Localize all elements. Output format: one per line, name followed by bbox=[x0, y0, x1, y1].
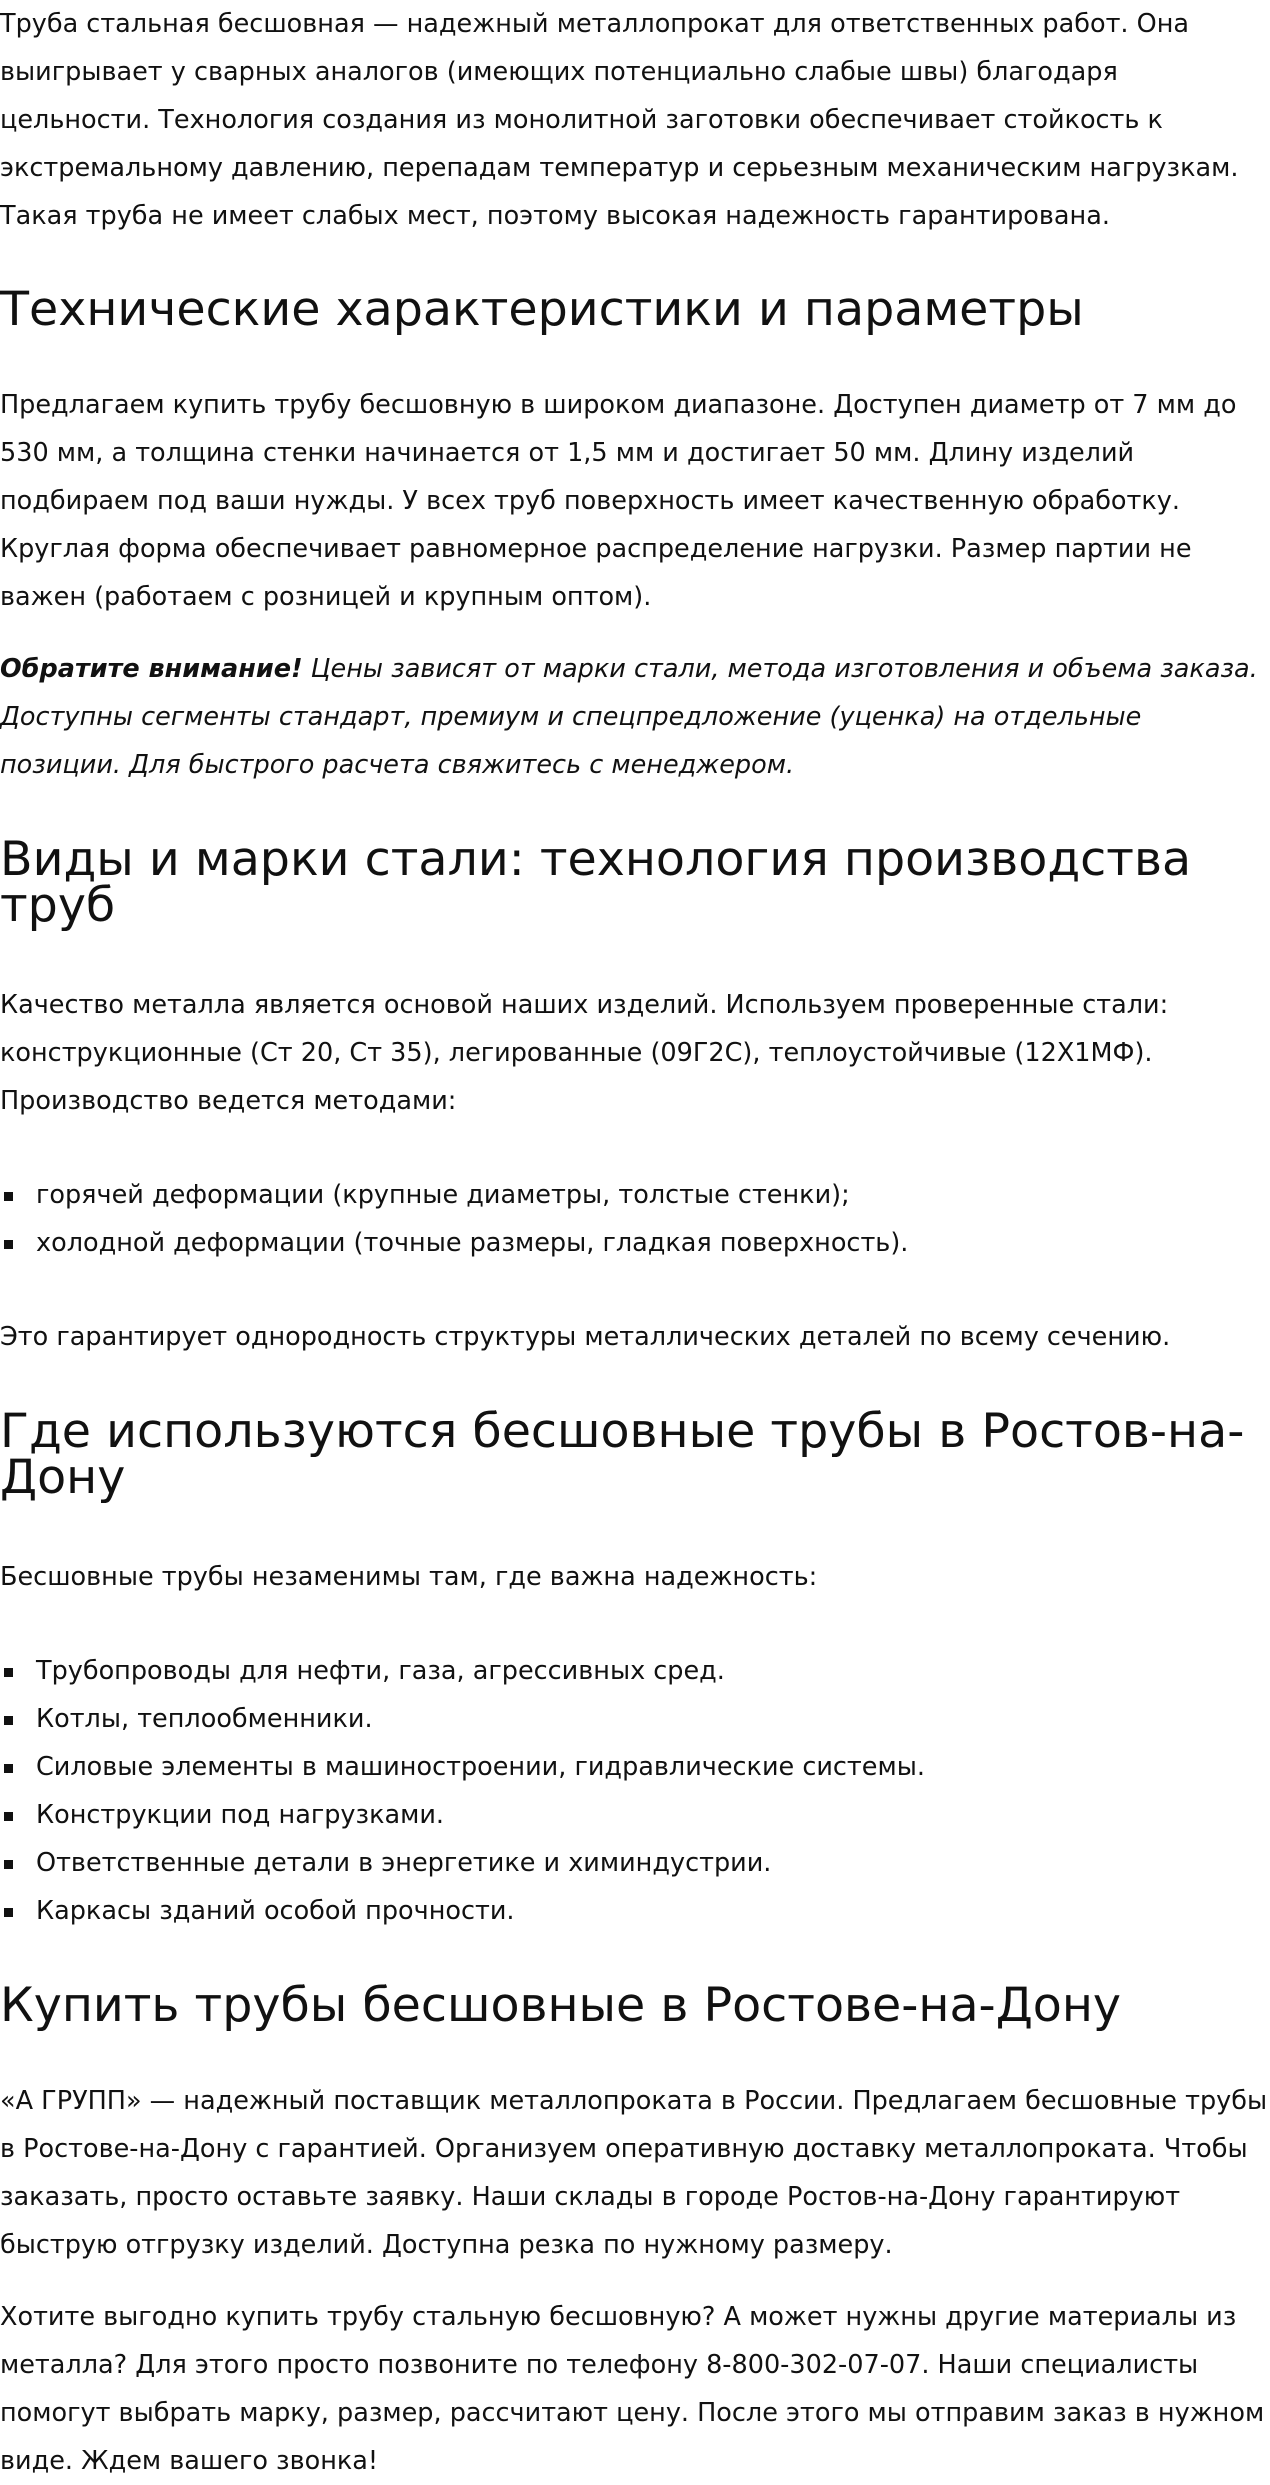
usage-list bbox=[0, 1647, 1270, 1935]
usage-paragraph: Бесшовные трубы незаменимы там, где важна надежность: bbox=[0, 1562, 818, 1592]
usage-heading: Где используются бесшовные трубы в Ростов-на-Дону bbox=[0, 1404, 1245, 1505]
list-item: Котлы, теплообменники. bbox=[0, 1695, 1270, 1743]
buy-paragraph-contact: Хотите выгодно купить трубу стальную бесшовную? А может нужны другие материалы из металла? Для этого просто позвоните по телефону 8-800-302-07-07. Наши специалисты помогут выбрать марку, размер, рассчитают цену. После этого мы отправим заказ в нужном виде. Ждем вашего звонка! bbox=[0, 2302, 1265, 2476]
price-note-label: Обратите внимание! bbox=[0, 654, 303, 684]
production-methods-list bbox=[0, 1171, 1270, 1267]
list-item: Трубопроводы для нефти, газа, агрессивных сред. bbox=[0, 1647, 1270, 1695]
list-item: Ответственные детали в энергетике и химиндустрии. bbox=[0, 1839, 1270, 1887]
list-item: Силовые элементы в машиностроении, гидравлические системы. bbox=[0, 1743, 1270, 1791]
structure-paragraph: Это гарантирует однородность структуры металлических деталей по всему сечению. bbox=[0, 1322, 1171, 1352]
price-note-paragraph bbox=[0, 645, 1270, 789]
price-note-text: Цены зависят от марки стали, метода изготовления и объема заказа. Доступны сегменты стандарт, премиум и спецпредложение (уценка) на отдельные позиции. Для быстрого расчета свяжитесь с менеджером. bbox=[0, 654, 1258, 780]
steel-grades-paragraph: Качество металла является основой наших изделий. Используем проверенные стали: конструкционные (Ст 20, Ст 35), легированные (09Г2С), теплоустойчивые (12Х1МФ). Производство ведется методами: bbox=[0, 990, 1169, 1116]
buy-paragraph-supplier: «А ГРУПП» — надежный поставщик металлопроката в России. Предлагаем бесшовные трубы в Ростове-на-Дону с гарантией. Организуем оперативную доставку металлопроката. Чтобы заказать, просто оставьте заявку. Наши склады в городе Ростов-на-Дону гарантируют быструю отгрузку изделий. Доступна резка по нужному размеру. bbox=[0, 2086, 1268, 2260]
intro-paragraph: Труба стальная бесшовная — надежный металлопрокат для ответственных работ. Она выигрывает у сварных аналогов (имеющих потенциально слабые швы) благодаря цельности. Технология создания из монолитной заготовки обеспечивает стойкость к экстремальному давлению, перепадам температур и серьезным механическим нагрузкам. Такая труба не имеет слабых мест, поэтому высокая надежность гарантирована. bbox=[0, 9, 1239, 231]
list-item: Каркасы зданий особой прочности. bbox=[0, 1887, 1270, 1935]
steel-grades-heading: Виды и марки стали: технология производства труб bbox=[0, 832, 1192, 933]
tech-specs-paragraph: Предлагаем купить трубу бесшовную в широком диапазоне. Доступен диаметр от 7 мм до 530 мм, а толщина стенки начинается от 1,5 мм и достигает 50 мм. Длину изделий подбираем под ваши нужды. У всех труб поверхность имеет качественную обработку. Круглая форма обеспечивает равномерное распределение нагрузки. Размер партии не важен (работаем с розницей и крупным оптом). bbox=[0, 390, 1237, 612]
list-item: Конструкции под нагрузками. bbox=[0, 1791, 1270, 1839]
buy-heading: Купить трубы бесшовные в Ростове-на-Дону bbox=[0, 1978, 1122, 2033]
tech-specs-heading: Технические характеристики и параметры bbox=[0, 282, 1084, 337]
list-item: горячей деформации (крупные диаметры, толстые стенки); bbox=[0, 1171, 1270, 1219]
list-item: холодной деформации (точные размеры, гладкая поверхность). bbox=[0, 1219, 1270, 1267]
